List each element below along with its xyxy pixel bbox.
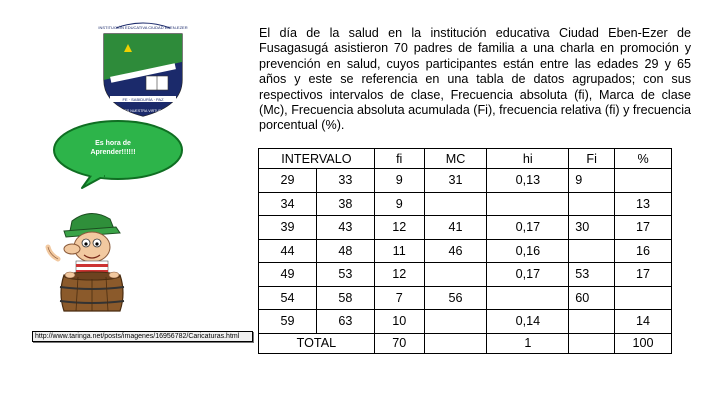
cell-Fi: 53 [569, 263, 615, 287]
logo-top-text: INSTITUCIÓN EDUCATIVA CIUDAD EBEN-EZER [98, 25, 188, 30]
cell-lower-limit: 59 [259, 310, 317, 334]
cell-hi [487, 286, 569, 310]
header-hi: hi [487, 149, 569, 169]
table-row [259, 310, 672, 334]
cell-Fi [569, 239, 615, 263]
cell-mc [424, 263, 487, 287]
cell-fi: 12 [374, 263, 424, 287]
cell-fi: 11 [374, 239, 424, 263]
cell-upper-limit: 43 [316, 216, 374, 240]
logo-motto: ES NUESTRA VIRTUD [124, 109, 162, 113]
cell-hi: 0,16 [487, 239, 569, 263]
source-url: http://www.taringa.net/posts/imagenes/16956782/Caricaturas.html [32, 331, 253, 342]
cell-mc [424, 310, 487, 334]
cell-hi: 0,17 [487, 263, 569, 287]
school-logo [96, 22, 190, 118]
header-mc: MC [424, 149, 487, 169]
cell-lower-limit: 49 [259, 263, 317, 287]
cell-mc: 31 [424, 169, 487, 193]
table-header-row [259, 149, 672, 169]
cell-upper-limit: 48 [316, 239, 374, 263]
total-hi: 1 [487, 333, 569, 353]
table-row [259, 169, 672, 193]
cell-Fi: 30 [569, 216, 615, 240]
cell-mc [424, 192, 487, 216]
header-fi: fi [374, 149, 424, 169]
cell-Fi [569, 192, 615, 216]
cell-pct: 17 [615, 263, 672, 287]
cartoon-character [42, 205, 142, 315]
table-row [259, 192, 672, 216]
header-interval: INTERVALO [259, 149, 375, 169]
cell-hi: 0,14 [487, 310, 569, 334]
total-fi: 70 [374, 333, 424, 353]
cell-upper-limit: 33 [316, 169, 374, 193]
cell-pct [615, 286, 672, 310]
total-Fi [569, 333, 615, 353]
header-pct: % [615, 149, 672, 169]
total-pct: 100 [615, 333, 672, 353]
cell-fi: 9 [374, 192, 424, 216]
cell-hi: 0,13 [487, 169, 569, 193]
cell-fi: 9 [374, 169, 424, 193]
bubble-text: Es hora de Aprender!!!!!! [90, 140, 136, 156]
cell-Fi [569, 310, 615, 334]
header-Fi: Fi [569, 149, 615, 169]
cell-upper-limit: 53 [316, 263, 374, 287]
cell-pct: 16 [615, 239, 672, 263]
logo-bottom-text: FE · SABIDURÍA · PAZ [122, 97, 164, 102]
cell-pct [615, 169, 672, 193]
cell-fi: 7 [374, 286, 424, 310]
frequency-table [258, 148, 672, 354]
cell-lower-limit: 44 [259, 239, 317, 263]
cell-hi [487, 192, 569, 216]
total-mc [424, 333, 487, 353]
cell-hi: 0,17 [487, 216, 569, 240]
table-row [259, 239, 672, 263]
table-row [259, 286, 672, 310]
table-row [259, 216, 672, 240]
cell-Fi: 9 [569, 169, 615, 193]
table-total-row [259, 333, 672, 353]
table-row [259, 263, 672, 287]
total-label: TOTAL [259, 333, 375, 353]
cell-fi: 10 [374, 310, 424, 334]
cell-pct: 13 [615, 192, 672, 216]
cell-lower-limit: 39 [259, 216, 317, 240]
cell-pct: 14 [615, 310, 672, 334]
cell-fi: 12 [374, 216, 424, 240]
cell-lower-limit: 34 [259, 192, 317, 216]
cell-upper-limit: 38 [316, 192, 374, 216]
cell-upper-limit: 58 [316, 286, 374, 310]
intro-paragraph: El día de la salud en la institución educativa Ciudad Eben-Ezer de Fusagasugá asistieron 70 padres de familia a una charla en promoción y prevención en salud, cuyos participantes están entre las edades 29 y 65 años y este se referencia en una tabla de datos agrupados; con sus respectivos intervalos de clase, Frecuencia absoluta (fi), Marca de clase (Mc), Frecuencia absoluta acumulada (Fi), frecuencia relativa (fi) y frecuencia porcentual (%). [259, 26, 691, 133]
cell-Fi: 60 [569, 286, 615, 310]
cell-mc: 46 [424, 239, 487, 263]
cell-upper-limit: 63 [316, 310, 374, 334]
cell-mc: 56 [424, 286, 487, 310]
cell-mc: 41 [424, 216, 487, 240]
cell-lower-limit: 54 [259, 286, 317, 310]
cell-lower-limit: 29 [259, 169, 317, 193]
cell-pct: 17 [615, 216, 672, 240]
